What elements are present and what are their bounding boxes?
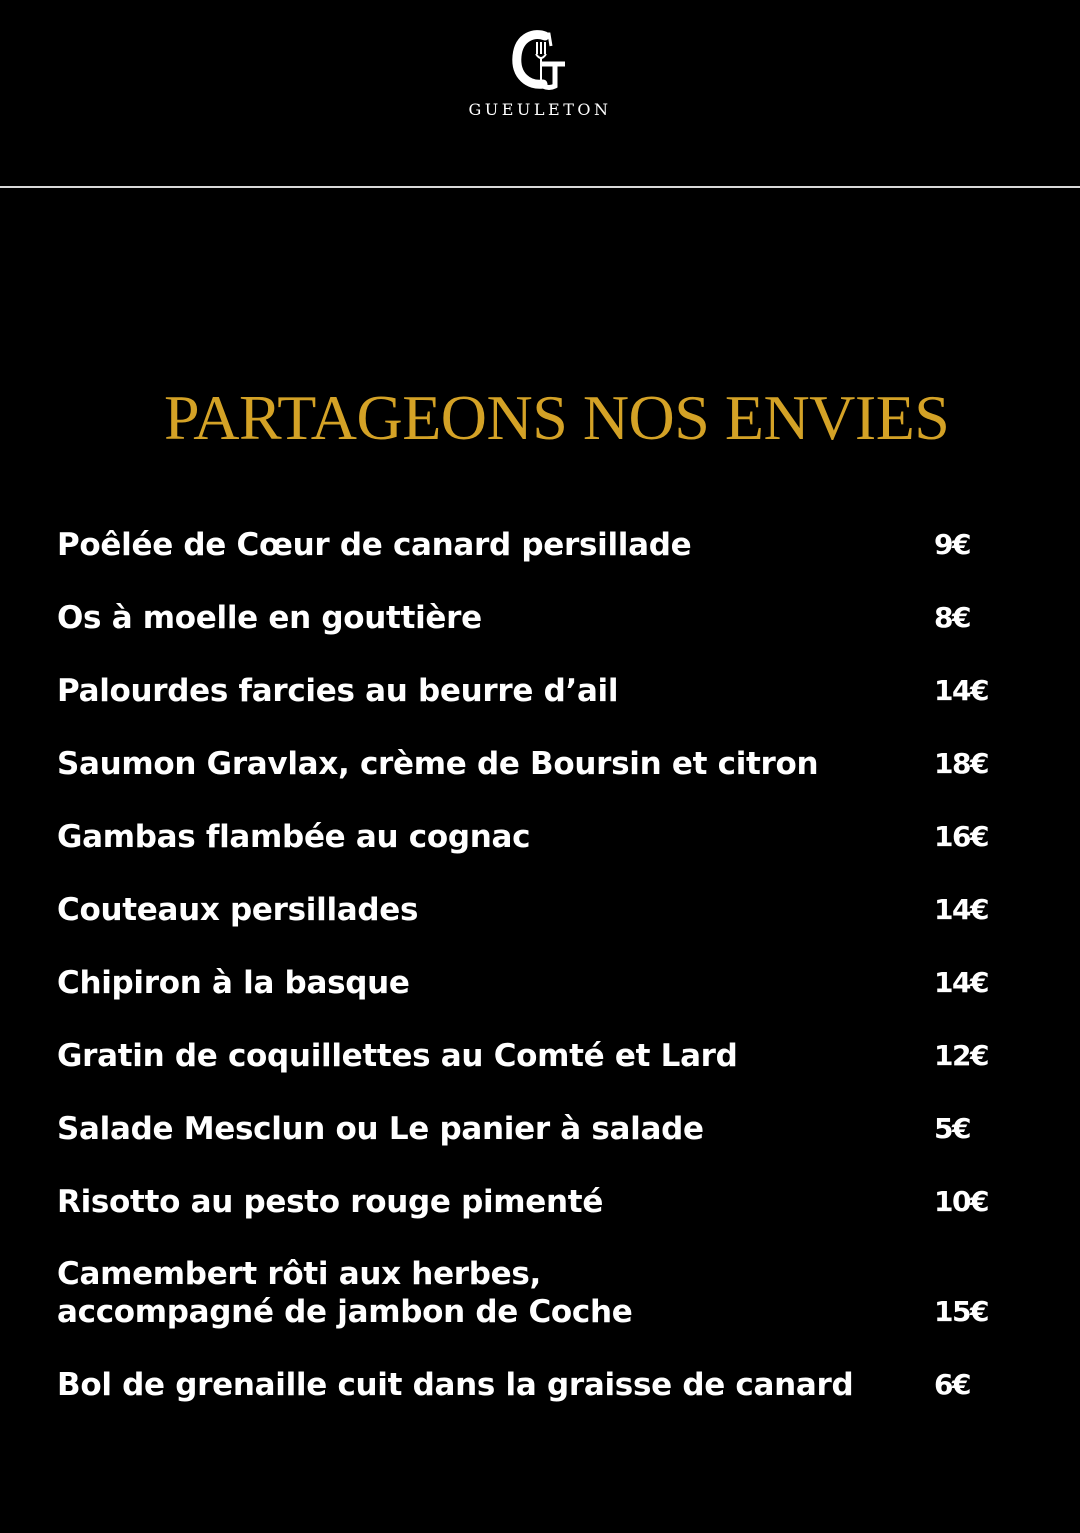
menu-item-price: 9€ — [934, 528, 970, 561]
menu-item-price: 14€ — [934, 674, 988, 707]
menu-item — [57, 731, 1017, 804]
menu-item — [57, 1169, 1017, 1242]
menu-item — [57, 804, 1017, 877]
menu-item — [57, 512, 1017, 585]
menu-item-name: Salade Mesclun ou Le panier à salade — [57, 1111, 704, 1147]
menu-item — [57, 950, 1017, 1023]
menu-item — [57, 658, 1017, 731]
header-divider — [0, 186, 1080, 188]
brand-logo — [0, 28, 1080, 119]
menu-item-name: Gambas flambée au cognac — [57, 819, 531, 855]
menu-item — [57, 585, 1017, 658]
menu-item-price: 10€ — [934, 1185, 988, 1218]
section-title: PARTAGEONS NOS ENVIES — [164, 382, 950, 453]
menu-list — [57, 512, 1017, 1425]
brand-monogram-icon — [505, 28, 575, 92]
menu-item-name: Couteaux persillades — [57, 892, 419, 928]
menu-item-name: Poêlée de Cœur de canard persillade — [57, 527, 692, 563]
menu-item-name: Risotto au pesto rouge pimenté — [57, 1184, 604, 1220]
menu-item-price: 15€ — [934, 1295, 988, 1328]
menu-item-price: 12€ — [934, 1039, 988, 1072]
menu-item-name: Bol de grenaille cuit dans la graisse de canard — [57, 1367, 854, 1403]
menu-item-price: 16€ — [934, 820, 988, 853]
menu-item — [57, 877, 1017, 950]
menu-item — [57, 1242, 1017, 1352]
brand-name: GUEULETON — [468, 100, 612, 119]
menu-item-price: 5€ — [934, 1112, 970, 1145]
menu-item-price: 6€ — [934, 1368, 970, 1401]
menu-item-price: 8€ — [934, 601, 970, 634]
menu-item — [57, 1352, 1017, 1425]
menu-item — [57, 1096, 1017, 1169]
menu-item-name: Chipiron à la basque — [57, 965, 410, 1001]
menu-item-name: Camembert rôti aux herbes, accompagné de jambon de Coche — [57, 1256, 633, 1330]
menu-item-name: Os à moelle en gouttière — [57, 600, 482, 636]
menu-item-price: 14€ — [934, 966, 988, 999]
menu-item — [57, 1023, 1017, 1096]
menu-item-name: Palourdes farcies au beurre d’ail — [57, 673, 619, 709]
menu-item-price: 18€ — [934, 747, 988, 780]
menu-item-name: Gratin de coquillettes au Comté et Lard — [57, 1038, 738, 1074]
menu-item-price: 14€ — [934, 893, 988, 926]
menu-item-name: Saumon Gravlax, crème de Boursin et citron — [57, 746, 819, 782]
